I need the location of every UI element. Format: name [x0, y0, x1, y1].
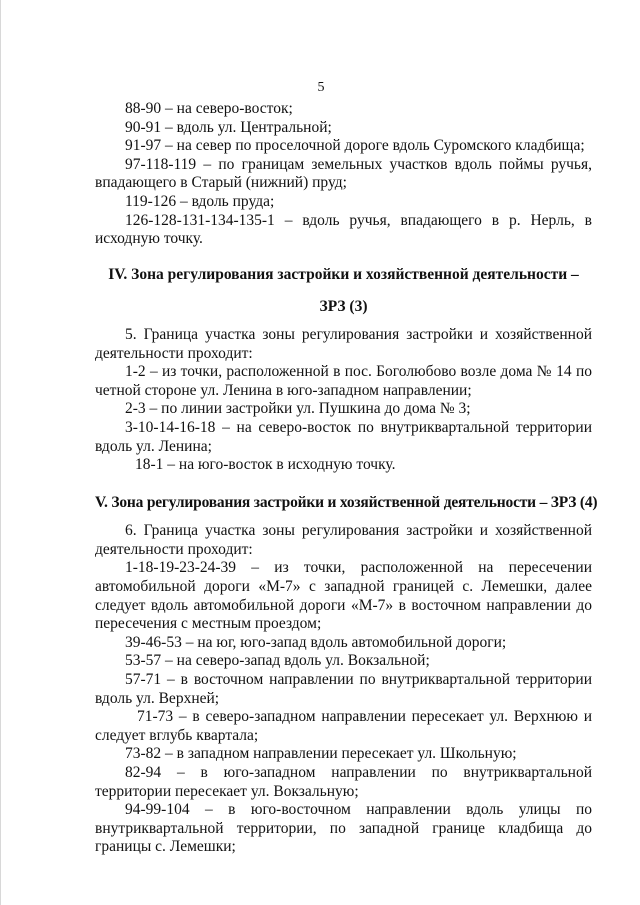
paragraph: 3-10-14-16-18 – на северо-восток по внутриквартальной территории вдоль ул. Ленина; [95, 418, 592, 455]
paragraph: 2-3 – по линии застройки ул. Пушкина до дома № 3; [125, 400, 471, 418]
paragraph: 53-57 – на северо-запад вдоль ул. Вокзальной; [125, 652, 430, 670]
paragraph: 73-82 – в западном направлении пересекает ул. Школьную; [125, 745, 517, 763]
paragraph: 5. Граница участка зоны регулирования застройки и хозяйственной деятельности проходит: [95, 325, 592, 362]
paragraph: 90-91 – вдоль ул. Центральной; [125, 118, 332, 136]
paragraph: 126-128-131-134-135-1 – вдоль ручья, впадающего в р. Нерль, в исходную точку. [95, 211, 592, 248]
paragraph: 119-126 – вдоль пруда; [125, 192, 275, 210]
paragraph: 18-1 – на юго-восток в исходную точку. [135, 456, 396, 474]
paragraph: 1-18-19-23-24-39 – из точки, расположенной на пересечении автомобильной дороги «М-7» с западной границей с. Лемешки, далее следует вдоль автомобильной дороги «М-7» в восточном направлении до пересечения с местным проездом; [95, 559, 592, 633]
section-4-heading: IV. Зона регулирования застройки и хозяйственной деятельности – [108, 265, 579, 283]
paragraph: 71-73 – в северо-западном направлении пересекает ул. Верхнюю и следует вглубь квартала; [95, 708, 592, 744]
paragraph: 97-118-119 – по границам земельных участков вдоль поймы ручья, впадающего в Старый (нижний) пруд; [95, 155, 592, 192]
paragraph: 91-97 – на север по проселочной дороге вдоль Суромского кладбища; [125, 137, 585, 155]
document-body [95, 100, 598, 857]
paragraph: 6. Граница участка зоны регулирования застройки и хозяйственной деятельности проходит: [95, 522, 592, 558]
page-number: 5 [317, 80, 325, 95]
paragraph: 57-71 – в восточном направлении по внутриквартальной территории вдоль ул. Верхней; [95, 671, 592, 707]
paragraph: 88-90 – на северо-восток; [125, 100, 293, 117]
paragraph: 82-94 – в юго-западном направлении по внутриквартальной территории пересекает ул. Вокзальную; [95, 764, 592, 800]
section-4-heading-zone: ЗРЗ (3) [319, 298, 368, 316]
paragraph: 39-46-53 – на юг, юго-запад вдоль автомобильной дороги; [125, 633, 507, 651]
section-5-heading: V. Зона регулирования застройки и хозяйственной деятельности – ЗРЗ (4) [95, 493, 598, 511]
paragraph: 94-99-104 – в юго-восточном направлении вдоль улицы по внутриквартальной территории, по западной границе кладбища до границы с. Лемешки; [95, 801, 592, 856]
paragraph: 1-2 – из точки, расположенной в пос. Боголюбово возле дома № 14 по четной стороне ул. Ленина в юго-западном направлении; [95, 363, 592, 399]
